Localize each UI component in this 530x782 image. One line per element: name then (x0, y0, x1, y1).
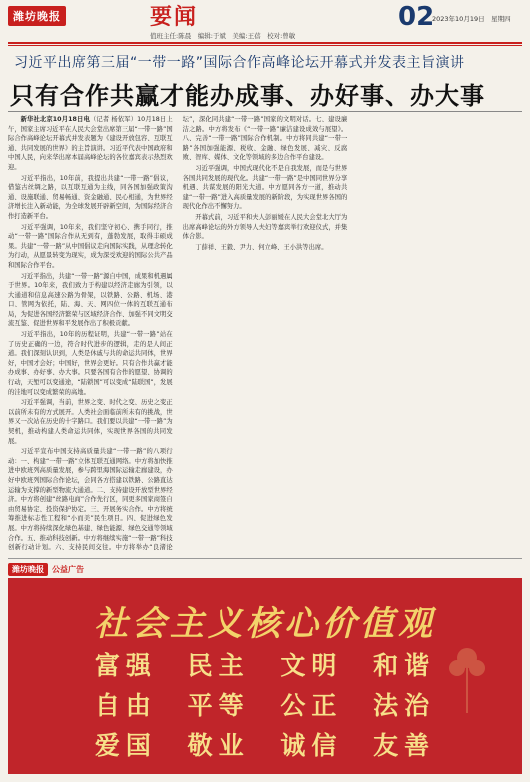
article-paragraph: 习近平强调，10年来，我们坚守初心、携手同行，推动“一带一路”国际合作从无到有，蓬勃发展，取得丰硕成果。共建“一带一路”从中国倡议走向国际实践，从理念转化为行动，从愿景转变为现实，成为深受欢迎的国际公共产品和国际合作平台。 (8, 223, 173, 269)
psa-logo: 潍坊晚报 (8, 563, 48, 576)
masthead-rule-thin (8, 45, 522, 46)
article-paragraph: 习近平指出，10年前，我提出共建“一带一路”倡议，借鉴古丝绸之路，以互联互通为主线，同各国加强政策沟通、设施联通、贸易畅通、资金融通、民心相通，为世界经济增长注入新动能，为全球发展开辟新空间，为国际经济合作打造新平台。 (8, 174, 173, 220)
logo-text: 潍坊晚报 (8, 6, 66, 26)
masthead-rule (8, 42, 522, 44)
psa-row (8, 686, 522, 722)
value-word: 自由 (94, 691, 157, 720)
article-paragraph: 开幕式前，习近平和夫人彭丽媛在人民大会堂北大厅为出席高峰论坛的外方领导人夫妇等嘉宾举行欢迎仪式，并集体合影。 (182, 213, 348, 241)
issue-date: 2023年10月19日 星期四 (432, 15, 511, 23)
article-dateline: 新华社北京10月18日电 (20, 116, 90, 123)
article-body (8, 115, 522, 555)
value-word: 爱国 (94, 731, 157, 760)
paragraph-text: （记者 杨依军）10月18日上午，国家主席习近平在人民大会堂出席第三届“一带一路”国际合作高峰论坛开幕式并发表题为《建设开放包容、互联互通、共同发展的世界》的主旨演讲。习近平代表中国政府和中国人民，向来华出席本届高峰论坛的各位嘉宾表示热烈欢迎。 (8, 116, 173, 171)
value-word: 法治 (373, 691, 436, 720)
value-word: 和谐 (373, 651, 436, 680)
psa-title: 社会主义核心价值观 (94, 604, 436, 644)
value-word: 富强 (94, 651, 157, 680)
value-word: 友善 (373, 731, 436, 760)
article-paragraph: 习近平强调，当前，世界之变、时代之变、历史之变正以前所未有的方式展开。人类社会面临前所未有的挑战，世界又一次站在历史的十字路口。我们要以共建“一带一路”为契机，推动构建人类命运共同体，实现世界各国的共同发展。 (8, 399, 173, 445)
psa-row (8, 726, 522, 762)
value-word: 公正 (280, 691, 343, 720)
psa-label (8, 562, 84, 576)
editor-credits: 值班主任:陈晨 编辑:于斌 美编:王蓓 校对:曾敏 (150, 32, 296, 40)
article-headline: 只有合作共赢才能办成事、办好事、办大事 (10, 82, 485, 110)
section-title: 要闻 (150, 5, 199, 30)
newspaper-logo (8, 6, 66, 26)
article-paragraph: 丁薛祥、王毅、尹力、何立峰、王小洪等出席。 (195, 243, 328, 251)
page-number: 02 (398, 2, 435, 32)
headline-rule (8, 111, 522, 112)
psa-row (8, 646, 522, 682)
article-paragraph: 习近平指出，共建“一带一路”源自中国，成果和机遇属于世界。10年来，我们致力于构建以经济走廊为引领，以大通道和信息高速公路为骨架，以铁路、公路、机场、港口、管网为依托，陆、海、天、网四位一体的互联互通布局，为促进各国经济繁荣与区域经济合作、加强不同文明交流互鉴、促进世界和平发展作出了积极贡献。 (8, 272, 173, 328)
article-paragraph: 习近平指出，10年的历程证明，共建“一带一路”站在了历史正确的一边，符合时代进步的逻辑，走的是人间正道。我们深刻认识到，人类是休戚与共的命运共同体，世界好，中国才会好；中国好，世界会更好。只有合作共赢才能办成事、办好事、办大事。只要各国有合作的愿望、协调的行动，天堑可以变通途，“陆锁国”可以变成“陆联国”，发展的洼地可以变成繁荣的高地。 (8, 331, 173, 396)
article-paragraph: 习近平宣布中国支持高质量共建“一带一路”的八项行动：一、构建“一带一路”立体互联互通网络。中方将加快推进中欧班列高质量发展，参与跨里海国际运输走廊建设，办好中欧班列国际合作论坛，会同各方搭建以铁路、公路直达运输为支撑的新型物流大通道。二、支持建设开放型世界经济。中方将创建“丝路电商”合作先行区，同更多国家商签自由贸易协定、投资保护协定。三、开展务实合作。中方将统筹推进标志性工程和“小而美”民生项目。四、促进绿色发展。中方将持续深化绿色基建、绿色能源、绿色交通等领域合作。五、推动科技创新。中方将继续实施“一带一路”科技创新行动计划。六、支持民间交往。中方将举办“良渚论坛”，深化同共建“一带一路”国家的文明对话。七、建设廉洁之路。中方将发布《“一带一路”廉洁建设成效与展望》。八、完善“一带一路”国际合作机制。中方将同共建“一带一路”各国加强能源、税收、金融、绿色发展、减灾、反腐败、智库、媒体、文化等领域的多边合作平台建设。 (8, 116, 348, 552)
article-paragraph (8, 115, 173, 173)
psa-label-text: 公益广告 (52, 564, 84, 574)
value-word: 民主 (187, 651, 250, 680)
article-bottom-rule (8, 558, 522, 559)
value-word: 诚信 (280, 731, 343, 760)
value-word: 敬业 (187, 731, 250, 760)
public-service-ad (8, 578, 522, 774)
masthead (0, 0, 530, 40)
value-word: 平等 (187, 691, 250, 720)
article-paragraph: 习近平强调，中国式现代化不是自我发展，而是与世界各国共同发展的现代化。共建“一带一路”是中国同世界分享机遇、共谋发展的阳光大道。中方愿同各方一道，推动共建“一带一路”进入高质量发展的新阶段，为实现世界各国的现代化作出不懈努力。 (182, 164, 348, 211)
article-subhead: 习近平出席第三届“一带一路”国际合作高峰论坛开幕式并发表主旨演讲 (14, 55, 465, 71)
value-word: 文明 (280, 651, 343, 680)
